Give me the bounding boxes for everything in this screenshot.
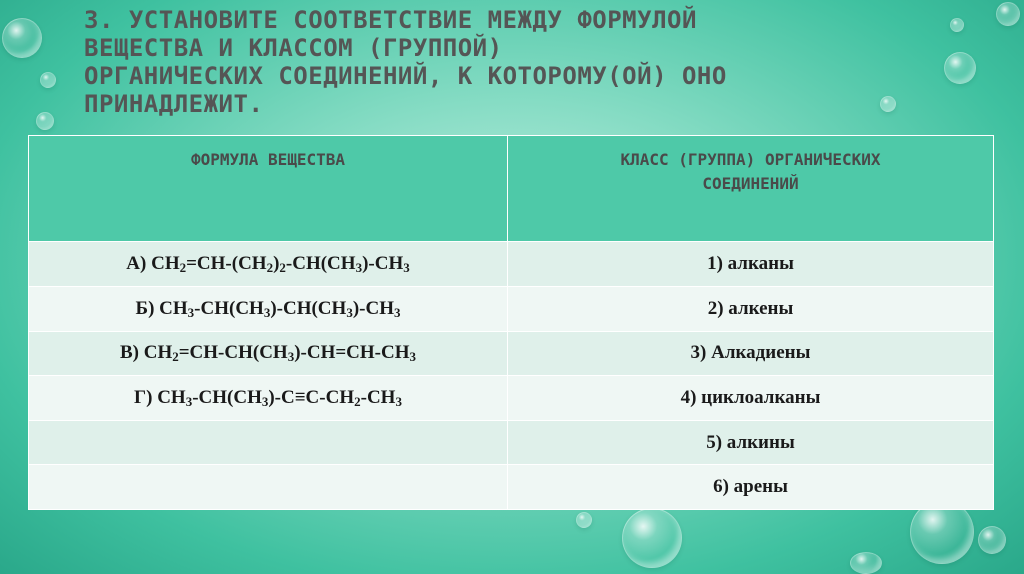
bubble-decoration	[576, 512, 592, 528]
formula-subscript: 3	[287, 349, 295, 365]
bubble-decoration	[40, 72, 56, 88]
formula-subscript: 2	[354, 394, 361, 409]
formula-text: -CH	[360, 387, 396, 408]
formula-subscript: 3	[393, 304, 401, 320]
formula-text: CH	[159, 297, 188, 319]
formula-text: )-C≡C-CH	[268, 387, 355, 408]
class-cell: 1) алканы	[508, 242, 994, 287]
matching-table	[28, 135, 994, 510]
formula-text: -CH(CH	[192, 387, 262, 408]
formula-text: )-CH	[352, 297, 394, 319]
header-class-line: КЛАСС (ГРУППА) ОРГАНИЧЕСКИХ	[620, 150, 881, 169]
formula-subscript: 3	[346, 304, 353, 320]
formula-subscript: 2	[172, 349, 179, 365]
empty-formula-cell	[29, 465, 508, 510]
slide-title	[84, 6, 984, 118]
class-cell: 6) арены	[508, 465, 994, 510]
title-line: ОРГАНИЧЕСКИХ СОЕДИНЕНИЙ, К КОТОРОМУ(ОЙ) ОНО	[84, 62, 727, 90]
formula-label: В)	[119, 342, 144, 364]
formula-text: )-CH	[362, 253, 404, 275]
formula-text: CH	[143, 342, 173, 364]
bubble-decoration	[36, 112, 54, 130]
formula-text: )-CH=CH-CH	[294, 342, 410, 364]
class-cell: 4) циклоалканы	[508, 376, 994, 421]
formula-subscript: 2	[266, 260, 274, 276]
formula-subscript: 3	[263, 304, 271, 320]
bubble-decoration	[850, 552, 882, 574]
table-row	[29, 420, 994, 465]
bubble-decoration	[978, 526, 1006, 554]
formula-subscript: 3	[261, 394, 269, 409]
formula-text: -CH(CH	[194, 297, 264, 319]
formula-label: Г)	[134, 387, 158, 408]
formula-cell	[29, 331, 508, 376]
formula-subscript: 3	[395, 394, 402, 409]
header-class	[508, 136, 994, 242]
formula-subscript: 2	[279, 260, 286, 276]
title-line: ВЕЩЕСТВА И КЛАССОМ (ГРУППОЙ)	[84, 34, 503, 62]
title-line: ПРИНАДЛЕЖИТ.	[84, 90, 264, 118]
formula-cell	[29, 376, 508, 421]
header-formula: ФОРМУЛА ВЕЩЕСТВА	[29, 136, 508, 242]
formula-text: CH	[157, 387, 186, 408]
table-row	[29, 331, 994, 376]
bubble-decoration	[2, 18, 42, 58]
formula-label: А)	[126, 253, 152, 275]
formula-subscript: 3	[409, 349, 417, 365]
formula-subscript: 3	[403, 260, 410, 276]
formula-cell	[29, 242, 508, 287]
class-cell: 2) алкены	[508, 287, 994, 332]
formula-text: CH	[151, 253, 180, 275]
table-row	[29, 287, 994, 332]
bubble-decoration	[996, 2, 1020, 26]
formula-text: )	[273, 253, 280, 275]
formula-subscript: 3	[187, 304, 195, 320]
formula-text: =CH-(CH	[186, 253, 267, 275]
table-row	[29, 376, 994, 421]
formula-label: Б)	[135, 297, 160, 319]
formula-text: -CH(CH	[285, 253, 356, 275]
formula-text: )-CH(CH	[270, 297, 347, 319]
formula-subscript: 2	[179, 260, 187, 276]
empty-formula-cell	[29, 420, 508, 465]
table-header-row	[29, 136, 994, 242]
table-row	[29, 242, 994, 287]
formula-subscript: 3	[185, 394, 193, 409]
class-cell: 3) Алкадиены	[508, 331, 994, 376]
header-class-line: СОЕДИНЕНИЙ	[702, 174, 799, 193]
title-line: 3. УСТАНОВИТЕ СООТВЕТСТВИЕ МЕЖДУ ФОРМУЛОЙ	[84, 6, 697, 34]
formula-cell	[29, 287, 508, 332]
formula-text: =CH-CH(CH	[178, 342, 288, 364]
formula-subscript: 3	[355, 260, 363, 276]
class-cell: 5) алкины	[508, 420, 994, 465]
bubble-decoration	[622, 508, 682, 568]
table-row	[29, 465, 994, 510]
